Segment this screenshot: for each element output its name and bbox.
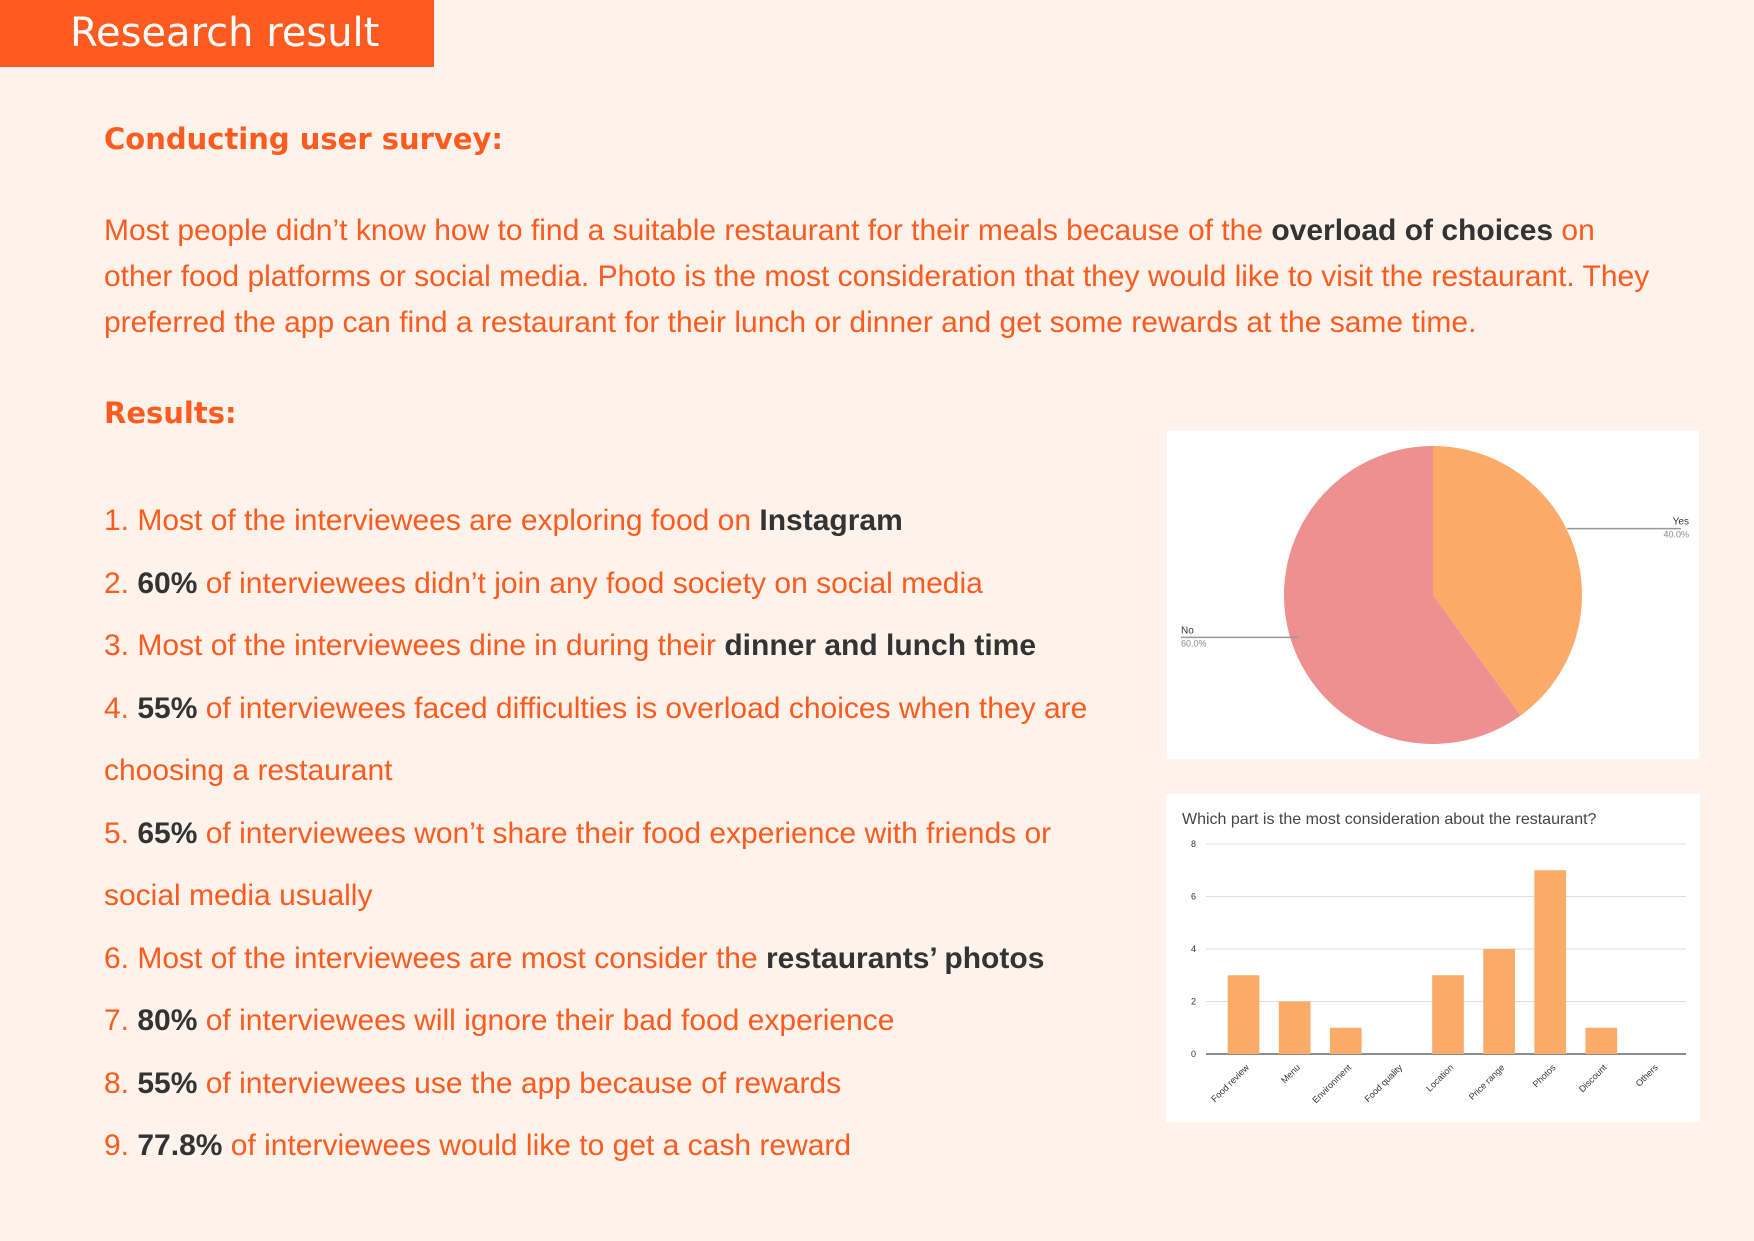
x-tick-label: Menu: [1279, 1062, 1303, 1086]
results-list: [104, 490, 1134, 1178]
body-text: on other food platforms or social media. Photo is the most consideration that they would like to visit the restaurant. They preferred the app can find a restaurant for their lunch or dinner and get some rewards at the same time.: [104, 214, 1650, 339]
body-text: Most people didn’t know how to find a suitable restaurant for their meals because of the: [104, 214, 1272, 247]
bar-chart-card: [1166, 794, 1700, 1122]
y-tick-label: 4: [1190, 944, 1196, 954]
x-tick-label: Environment: [1310, 1062, 1354, 1106]
result-item: [104, 490, 1134, 553]
bar-photos: [1534, 870, 1566, 1054]
emphasis-text: overload of choices: [1271, 214, 1554, 247]
emphasis-text: restaurants’ photos: [765, 941, 1045, 975]
body-text: 9.: [104, 1129, 138, 1162]
result-item: [104, 803, 1134, 928]
x-tick-label: Photos: [1530, 1062, 1558, 1090]
header-bar: [0, 0, 434, 67]
results-heading: Results:: [104, 396, 237, 430]
body-text: 2.: [104, 566, 138, 600]
survey-heading: Conducting user survey:: [104, 122, 504, 156]
emphasis-text: 60%: [137, 566, 198, 600]
emphasis-text: 80%: [137, 1004, 198, 1037]
body-text: of interviewees won’t share their food experience with friends or social media usually: [104, 816, 1052, 912]
x-tick-label: Others: [1633, 1062, 1660, 1089]
page-title: Research result: [70, 10, 380, 56]
emphasis-text: 55%: [137, 1066, 198, 1100]
emphasis-text: dinner and lunch time: [724, 629, 1037, 662]
result-item: [104, 615, 1134, 678]
result-item: [104, 928, 1134, 991]
bar-price-range: [1483, 949, 1515, 1054]
x-tick-label: Food quality: [1362, 1062, 1405, 1105]
pie-label: Yes: [1672, 516, 1689, 528]
pie-value-label: 40.0%: [1663, 529, 1689, 540]
body-text: of interviewees didn’t join any food society on social media: [197, 566, 983, 600]
bar-food-review: [1228, 975, 1260, 1054]
x-tick-label: Food review: [1209, 1062, 1251, 1105]
body-text: 5.: [104, 816, 138, 850]
bar-chart: [1166, 794, 1700, 1122]
bar-environment: [1330, 1028, 1362, 1054]
result-item: [104, 553, 1134, 616]
pie-label: No: [1181, 625, 1194, 637]
result-item: [104, 990, 1134, 1053]
survey-paragraph: [104, 208, 1664, 346]
emphasis-text: 77.8%: [137, 1129, 223, 1162]
body-text: 6. Most of the interviewees are most consider the: [104, 941, 766, 975]
result-item: [104, 1115, 1134, 1178]
body-text: 4.: [104, 691, 138, 725]
result-item: [104, 678, 1134, 803]
x-tick-label: Location: [1424, 1062, 1456, 1094]
x-tick-label: Discount: [1576, 1062, 1609, 1095]
y-tick-label: 6: [1190, 891, 1196, 902]
result-item: [104, 1053, 1134, 1116]
bar-chart-title: Which part is the most consideration about the restaurant?: [1182, 811, 1597, 828]
pie-value-label: 60.0%: [1181, 638, 1207, 649]
bar-discount: [1585, 1028, 1617, 1054]
body-text: 7.: [104, 1004, 138, 1037]
body-text: of interviewees would like to get a cash reward: [222, 1129, 852, 1162]
pie-chart: [1167, 431, 1699, 759]
body-text: of interviewees will ignore their bad food experience: [197, 1004, 895, 1037]
body-text: 1. Most of the interviewees are exploring food on: [104, 504, 760, 537]
y-tick-label: 0: [1190, 1049, 1196, 1059]
bar-location: [1432, 975, 1464, 1054]
body-text: of interviewees faced difficulties is overload choices when they are choosing a restaurant: [104, 691, 1088, 787]
emphasis-text: 55%: [137, 691, 198, 725]
y-tick-label: 2: [1190, 996, 1196, 1007]
pie-chart-card: [1167, 431, 1699, 759]
body-text: of interviewees use the app because of rewards: [197, 1066, 842, 1100]
body-text: 3. Most of the interviewees dine in during their: [104, 629, 725, 662]
emphasis-text: 65%: [137, 816, 198, 850]
x-tick-label: Price range: [1466, 1062, 1507, 1102]
emphasis-text: Instagram: [759, 504, 903, 537]
y-tick-label: 8: [1190, 839, 1196, 849]
body-text: 8.: [104, 1066, 138, 1100]
bar-menu: [1279, 1002, 1311, 1055]
